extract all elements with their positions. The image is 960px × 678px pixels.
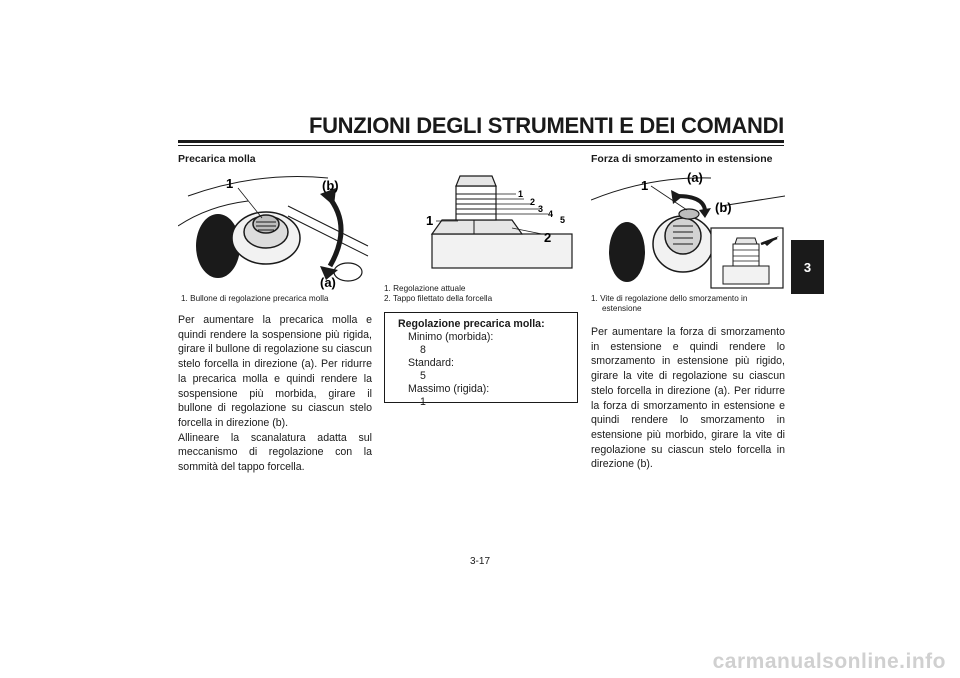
spec-box-preload xyxy=(384,312,578,408)
title-rule xyxy=(178,140,784,143)
inset-cap xyxy=(723,266,769,284)
callout-b: (b) xyxy=(322,178,339,193)
spec-max-value: 1 xyxy=(420,396,426,408)
scale-mark-2: 2 xyxy=(530,197,536,207)
section-heading-spring-preload: Precarica molla xyxy=(178,153,256,165)
adjuster-body xyxy=(665,218,701,254)
spec-std-label: Standard: xyxy=(408,357,454,369)
inset-screw xyxy=(735,238,757,244)
scale-mark-3: 3 xyxy=(538,204,544,214)
hole-outline xyxy=(334,263,362,281)
caption-item: 1. Regolazione attuale xyxy=(384,284,466,293)
fork-cap-nut xyxy=(432,220,522,234)
callout-1: 1 xyxy=(641,178,649,193)
page-number: 3-17 xyxy=(469,556,490,567)
spec-min-label: Minimo (morbida): xyxy=(408,331,494,343)
rotation-arrow-arc xyxy=(677,196,705,210)
arrow-head-b-icon xyxy=(699,208,711,218)
scale-mark-5: 5 xyxy=(560,215,566,225)
spec-min-value: 8 xyxy=(420,344,426,356)
spec-heading: Regolazione precarica molla: xyxy=(398,318,545,330)
spec-max-label: Massimo (rigida): xyxy=(408,383,490,395)
caption-item: 2. Tappo filettato della forcella xyxy=(384,294,493,303)
body-text-left xyxy=(178,313,372,475)
chapter-tab[interactable]: 3 xyxy=(791,240,824,294)
adjuster-shaft xyxy=(456,186,496,220)
paragraph-align: Allineare la scanalatura adatta sul meccanismo di regolazione con la sommità del tappo forcella. xyxy=(178,431,372,474)
spring-preload-figure xyxy=(178,166,372,290)
figure-caption-middle xyxy=(384,284,578,304)
caption-item: 1. Bullone di regolazione precarica molla xyxy=(181,294,329,303)
leader-line-1 xyxy=(238,188,262,218)
handlebar-lines xyxy=(288,206,368,256)
adjuster-marks-figure xyxy=(384,166,578,290)
callout-1: 1 xyxy=(426,213,434,228)
title-rule-thin xyxy=(178,145,784,146)
scale-mark-1: 1 xyxy=(518,189,524,199)
fork-outline xyxy=(188,176,328,196)
paragraph-preload: Per aumentare la precarica molla e quindi rendere la sospensione più rigida, girare il bullone di regolazione su ciascun stelo forcella in direzione (a). Per ridurre la precarica molla e quindi rendere la sospensione più morbida, girare il bullone di regolazione su ciascun stelo forcella in direzione (b). xyxy=(178,314,372,429)
callout-1: 1 xyxy=(226,176,234,191)
scale-mark-4: 4 xyxy=(548,209,554,219)
rotation-arrow-arc xyxy=(328,196,341,266)
callout-b: (b) xyxy=(715,200,732,215)
fork-tube-dark xyxy=(609,222,645,282)
spec-std-value: 5 xyxy=(420,370,426,382)
figure-caption-left xyxy=(181,294,373,304)
section-heading-rebound-damping: Forza di smorzamento in estensione xyxy=(591,153,773,165)
arrow-head-a-icon xyxy=(671,190,683,204)
rebound-damping-figure xyxy=(591,166,785,290)
paragraph-rebound: Per aumentare la forza di smorzamento in estensione e quindi rendere lo smorzamento in estensione più rigido, girare la vite di regolazione su ciascun stelo forcella in direzione (a). Per ridurre la forza di smorzamento in estensione e quindi rendere lo smorzamento in estensione più morbido, girare la vite di regolazione su ciascun stelo forcella in direzione (b). xyxy=(591,326,785,471)
callout-a: (a) xyxy=(687,170,703,185)
caption-item: 1. Vite di regolazione dello smorzamento in estensione xyxy=(591,294,748,313)
figure-caption-right xyxy=(591,294,785,314)
damping-screw xyxy=(679,209,699,219)
callout-2: 2 xyxy=(544,230,552,245)
inset-shaft xyxy=(733,244,759,266)
page-title: FUNZIONI DEGLI STRUMENTI E DEI COMANDI xyxy=(308,113,784,138)
body-text-right xyxy=(591,325,785,472)
watermark: carmanualsonline.info xyxy=(712,650,946,673)
callout-a: (a) xyxy=(320,275,336,290)
adjuster-top xyxy=(456,176,496,186)
